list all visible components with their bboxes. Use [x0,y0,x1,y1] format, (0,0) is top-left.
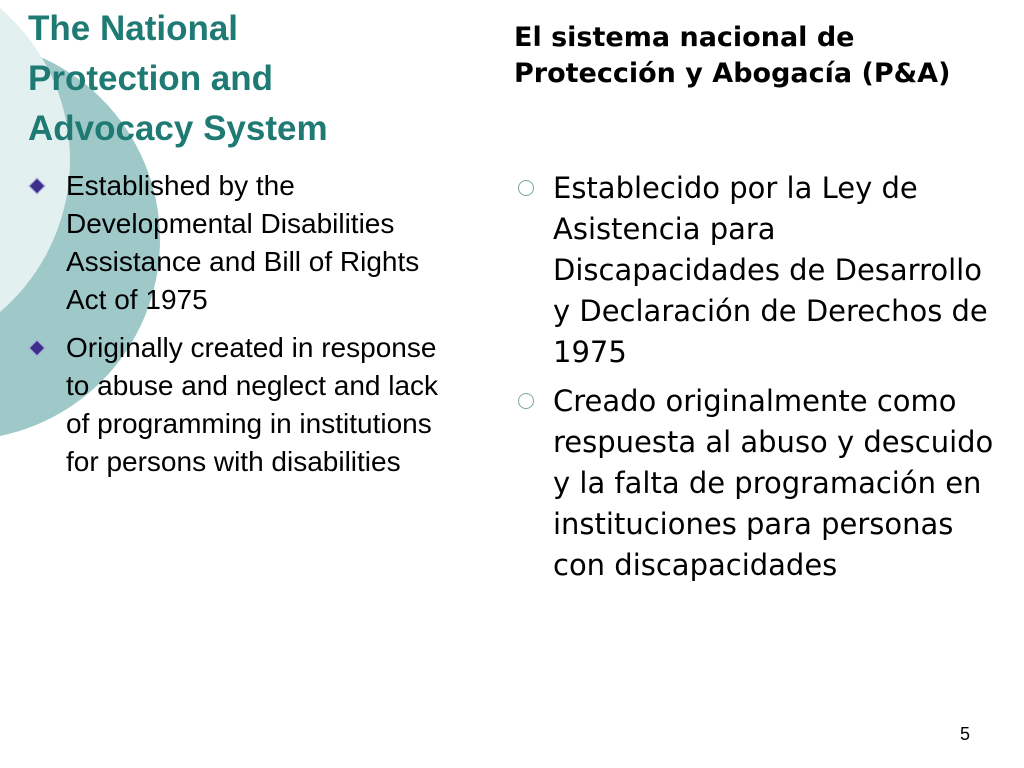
diamond-bullet-icon [29,178,46,195]
english-bullet-list [28,167,448,491]
spanish-bullet-item [515,168,1005,373]
english-title: The National Protection and Advocacy System [28,9,328,148]
english-bullet-text: Originally created in response to abuse and neglect and lack of programming in institutions for persons with disabilities [66,332,439,477]
slide-number: 5 [959,724,970,744]
spanish-bullet-text: Creado originalmente como respuesta al abuso y descuido y la falta de programación en instituciones para personas con discapacidades [553,384,994,582]
spanish-title: El sistema nacional de Protección y Abogacía (P&A) [514,22,951,89]
hollow-circle-bullet-icon [518,180,534,196]
hollow-circle-bullet-icon [518,393,534,409]
english-bullet-text: Established by the Developmental Disabilities Assistance and Bill of Rights Act of 1975 [66,170,420,315]
spanish-bullet-text: Establecido por la Ley de Asistencia para Discapacidades de Desarrollo y Declaración de Derechos de 1975 [553,171,988,369]
spanish-bullet-list [515,168,1005,594]
english-bullet-item [28,329,448,481]
english-bullet-item [28,167,448,319]
diamond-bullet-icon [29,340,46,357]
spanish-bullet-item [515,381,1005,586]
